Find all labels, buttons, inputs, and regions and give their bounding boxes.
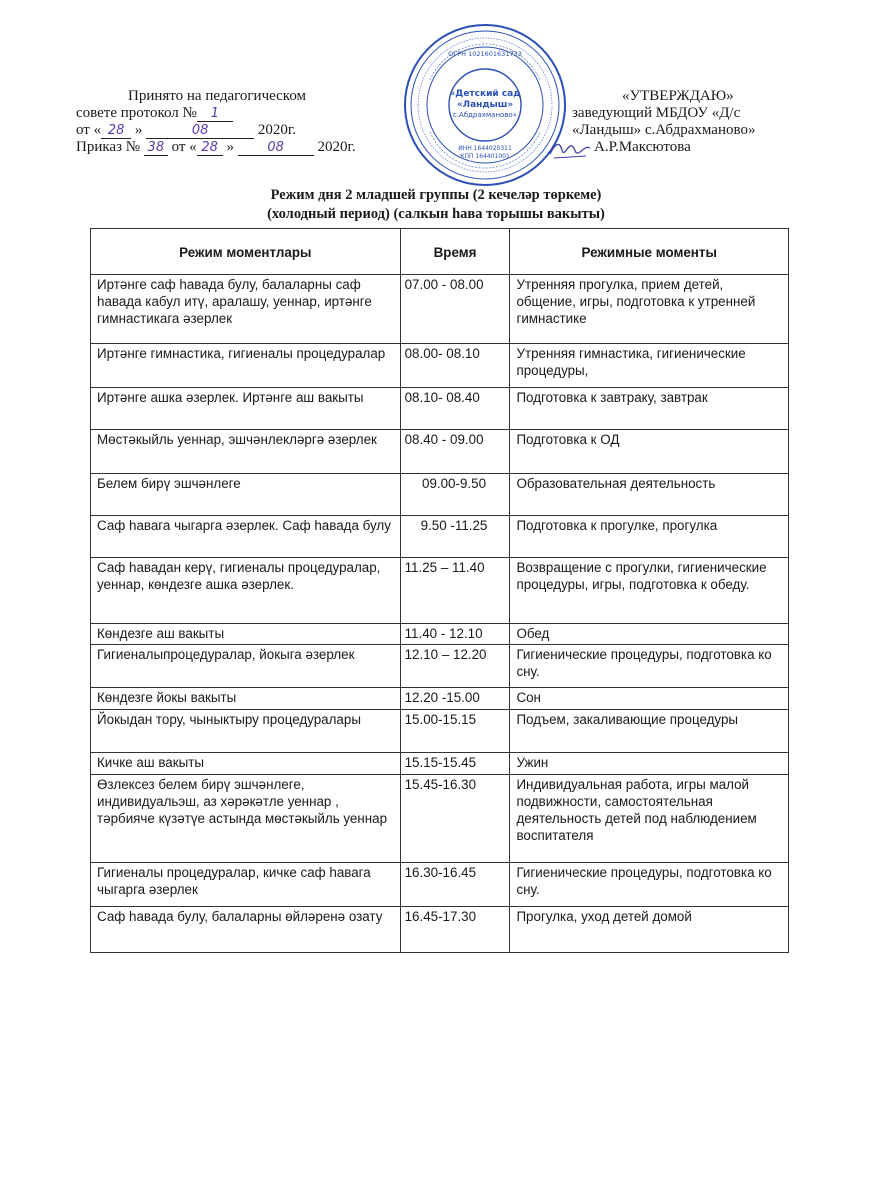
cell-tatar: Иртәнге ашка әзерлек. Иртәнге аш вакыты — [91, 388, 401, 430]
cell-russian: Гигиенические процедуры, подготовка ко сну. — [510, 645, 789, 688]
approval-line3 — [76, 122, 396, 139]
cell-tatar: Иртәнге гимнастика, гигиеналы процедуралар — [91, 344, 401, 388]
table-row — [91, 753, 789, 775]
stamp-inn: ИНН 1644020311 — [458, 145, 512, 152]
table-row — [91, 710, 789, 753]
cell-time: 12.20 -15.00 — [400, 688, 510, 710]
table-row — [91, 624, 789, 645]
cell-time: 09.00-9.50 — [400, 474, 510, 516]
cell-tatar: Йокыдан тору, чыныктыру процедуралары — [91, 710, 401, 753]
cell-russian: Сон — [510, 688, 789, 710]
document-title: Режим дня 2 младшей группы (2 кечеләр төркеме) — [270, 187, 602, 203]
approval-line2 — [76, 105, 396, 122]
approval-line4 — [76, 139, 396, 156]
column-header-tatar: Режим моментлары — [91, 229, 401, 275]
order-date-year: 2020г. — [317, 139, 356, 155]
cell-time: 08.00- 08.10 — [400, 344, 510, 388]
date-prefix: от « — [76, 122, 102, 138]
cell-tatar: Гигиеналы процедуралар, кичке саф һавага чыгарга әзерлек — [91, 863, 401, 907]
cell-tatar: Кичке аш вакыты — [91, 753, 401, 775]
approve-line4: А.Р.Максютова — [594, 139, 691, 155]
cell-time: 11.40 - 12.10 — [400, 624, 510, 645]
cell-russian: Гигиенические процедуры, подготовка ко сну. — [510, 863, 789, 907]
table-row — [91, 775, 789, 863]
order-date-quote: » — [226, 139, 234, 155]
signature-icon — [548, 138, 592, 162]
stamp-center-line2: «Ландыш» — [456, 100, 514, 110]
table-row — [91, 907, 789, 953]
cell-time: 16.45-17.30 — [400, 907, 510, 953]
table-row — [91, 688, 789, 710]
table-row — [91, 344, 789, 388]
cell-russian: Образовательная деятельность — [510, 474, 789, 516]
cell-russian: Подъем, закаливающие процедуры — [510, 710, 789, 753]
cell-time: 9.50 -11.25 — [400, 516, 510, 558]
cell-russian: Прогулка, уход детей домой — [510, 907, 789, 953]
cell-time: 15.45-16.30 — [400, 775, 510, 863]
table-row — [91, 863, 789, 907]
cell-russian: Обед — [510, 624, 789, 645]
approve-line1: «УТВЕРЖДАЮ» — [622, 88, 734, 104]
order-label: Приказ № — [76, 139, 141, 155]
cell-tatar: Мөстәкыйль уеннар, эшчәнлекләргә әзерлек — [91, 430, 401, 474]
cell-time: 16.30-16.45 — [400, 863, 510, 907]
order-number: 38 — [144, 141, 168, 156]
cell-tatar: Саф һавада булу, балаларны өйләренә озату — [91, 907, 401, 953]
cell-russian: Утренняя прогулка, прием детей, общение, игры, подготовка к утренней гимнастике — [510, 275, 789, 344]
protocol-label: совете протокол № — [76, 105, 197, 121]
date-month: 08 — [146, 124, 254, 139]
cell-time: 15.00-15.15 — [400, 710, 510, 753]
table-row — [91, 275, 789, 344]
table-row — [91, 516, 789, 558]
cell-russian: Подготовка к прогулке, прогулка — [510, 516, 789, 558]
table-row — [91, 388, 789, 430]
cell-russian: Ужин — [510, 753, 789, 775]
date-day: 28 — [101, 124, 131, 139]
official-stamp — [400, 20, 570, 190]
stamp-kpp: КПП 164401001 — [460, 153, 510, 160]
cell-tatar: Саф һавага чыгарга әзерлек. Саф һавада булу — [91, 516, 401, 558]
cell-time: 11.25 – 11.40 — [400, 558, 510, 624]
date-quote: » — [134, 122, 143, 138]
cell-time: 15.15-15.45 — [400, 753, 510, 775]
cell-tatar: Белем бирү эшчәнлеге — [91, 474, 401, 516]
table-row — [91, 558, 789, 624]
order-date-day: 28 — [197, 141, 223, 156]
cell-russian: Возвращение с прогулки, гигиенические процедуры, игры, подготовка к обеду. — [510, 558, 789, 624]
table-row — [91, 645, 789, 688]
table-row — [91, 430, 789, 474]
cell-tatar: Саф һавадан керү, гигиеналы процедуралар, уеннар, көндезге ашка әзерлек. — [91, 558, 401, 624]
stamp-center-line3: с.Абдрахманово» — [452, 111, 518, 119]
approve-line2: заведующий МБДОУ «Д/с — [572, 105, 741, 121]
document-subtitle: (холодный период) (салкын һава торышы вакыты) — [267, 206, 605, 222]
cell-time: 12.10 – 12.20 — [400, 645, 510, 688]
order-date-prefix: от « — [171, 139, 197, 155]
column-header-russian: Режимные моменты — [510, 229, 789, 275]
cell-tatar: Көндезге йокы вакыты — [91, 688, 401, 710]
cell-tatar: Көндезге аш вакыты — [91, 624, 401, 645]
cell-russian: Утренняя гимнастика, гигиенические процедуры, — [510, 344, 789, 388]
cell-russian: Подготовка к завтраку, завтрак — [510, 388, 789, 430]
date-year: 2020г. — [257, 122, 297, 138]
cell-tatar: Гигиеналыпроцедуралар, йокыга әзерлек — [91, 645, 401, 688]
cell-time: 07.00 - 08.00 — [400, 275, 510, 344]
cell-russian: Подготовка к ОД — [510, 430, 789, 474]
cell-time: 08.40 - 09.00 — [400, 430, 510, 474]
schedule-table — [90, 228, 789, 953]
approve-line3: «Ландыш» с.Абдрахманово» — [572, 122, 756, 138]
cell-tatar: Өзлексез белем бирү эшчәнлеге, индивидуальэш, аз хәрәкәтле уеннар , тәрбияче күзәтүе астында мөстәкыйль уеннар — [91, 775, 401, 863]
stamp-center-line1: «Детский сад — [449, 89, 521, 99]
cell-russian: Индивидуальная работа, игры малой подвижности, самостоятельная деятельность детей под наблюдением воспитателя — [510, 775, 789, 863]
table-header-row — [91, 229, 789, 275]
protocol-number: 1 — [197, 107, 233, 122]
cell-tatar: Иртәнге саф һавада булу, балаларны саф һавада кабул итү, аралашу, уеннар, иртәнге гимнастикага әзерлек — [91, 275, 401, 344]
order-date-month: 08 — [238, 141, 314, 156]
stamp-ogrn: ОГРН 1021601631733 — [448, 50, 522, 58]
approval-line1: Принято на педагогическом — [128, 88, 307, 104]
table-row — [91, 474, 789, 516]
column-header-time: Время — [400, 229, 510, 275]
approve-block — [572, 88, 802, 156]
cell-time: 08.10- 08.40 — [400, 388, 510, 430]
approval-block — [76, 88, 396, 156]
